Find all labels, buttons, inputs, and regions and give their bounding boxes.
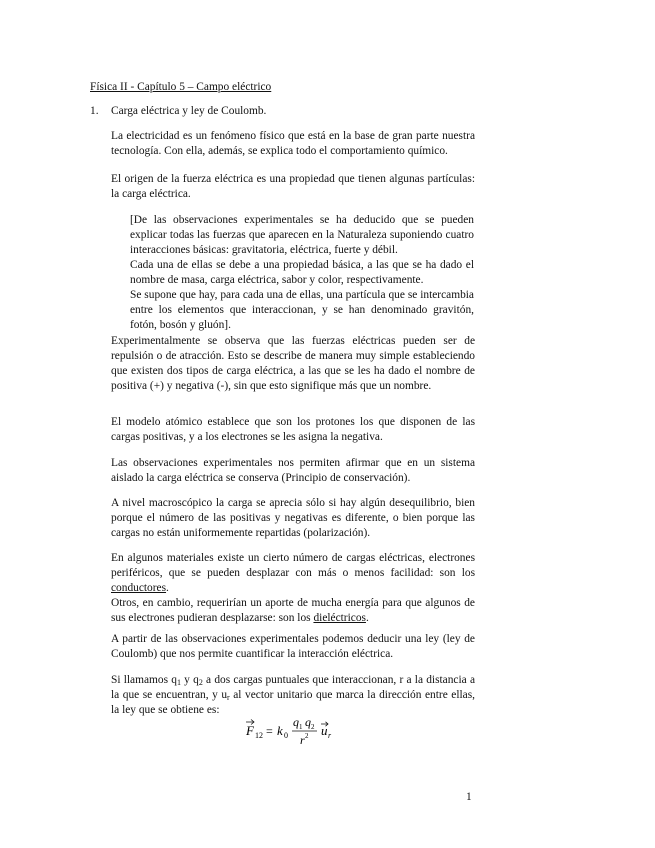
formula-k: k (277, 723, 283, 738)
formula-u: u (321, 723, 328, 738)
term-dielectricos: dieléctricos (313, 612, 366, 624)
paragraph-macroscopic (111, 496, 475, 541)
formula-force: F (246, 723, 254, 738)
paragraph-coulomb-intro (111, 632, 475, 662)
text-run: a dos cargas puntuales que interaccionan, r a la distancia a la que se encuentran, y u (111, 674, 475, 701)
formula-q2: q (305, 715, 311, 729)
paragraph-conservation (111, 456, 475, 486)
formula-k-sub: 0 (284, 731, 288, 740)
text-run: . (365, 612, 369, 624)
section-title: Carga eléctrica y ley de Coulomb. (111, 105, 267, 117)
text-run: En algunos materiales existe un cierto número de cargas eléctricas, electrones periféricos, que se pueden desplazar con más o menos facilidad: son los (111, 552, 475, 579)
paragraph-text: Experimentalmente se observa que las fuerzas eléctricas pueden ser de repulsión o de atracción. Esto se describe de manera muy simple estableciendo que existen dos tipos de carga eléctrica, a las que se les ha dado el nombre de positiva (+) y negativa (-), sin que esto signifique más que un nombre. (111, 335, 475, 392)
paragraph-text: Las observaciones experimentales nos permiten afirmar que en un sistema aislado la carga eléctrica se conserva (Principio de conservación). (111, 457, 475, 484)
formula-q1: q (293, 715, 299, 729)
bracket-text: Cada una de ellas se debe a una propiedad básica, a las que se ha dado el nombre de masa, carga eléctrica, sabor y color, respectivamente. (130, 259, 474, 286)
text-run: Si llamamos q (111, 674, 177, 686)
page-title: Física II - Capítulo 5 – Campo eléctrico (90, 81, 272, 93)
paragraph-definitions (111, 673, 475, 718)
coulomb-formula (245, 714, 355, 748)
subscript: 2 (198, 678, 203, 687)
paragraph-materials (111, 551, 475, 626)
text-run: al vector unitario que marca la dirección entre ellas, la ley que se obtiene es: (111, 689, 476, 716)
bracket-text: Se supone que hay, para cada una de ellas, una partícula que se intercambia entre los elementos que interaccionan, y se han denominado gravitón, fotón, bosón y gluón]. (130, 289, 474, 331)
formula-equals: = (266, 724, 273, 738)
paragraph-text: El origen de la fuerza eléctrica es una propiedad que tienen algunas partículas: la carga eléctrica. (111, 173, 475, 200)
text-run: . (166, 582, 169, 594)
paragraph-intro (111, 129, 475, 159)
formula-force-sub: 12 (255, 731, 263, 740)
subscript: 1 (176, 678, 181, 687)
bracket-note (130, 213, 474, 333)
section-number: 1. (90, 105, 99, 117)
paragraph-atomic-model (111, 415, 475, 445)
paragraph-text (111, 673, 475, 718)
paragraph-experimental (111, 334, 475, 394)
text-run: y q (180, 674, 199, 686)
bracket-text: [De las observaciones experimentales se ha deducido que se pueden explicar todas las fuerzas que aparecen en la Naturaleza suponiendo cuatro interacciones básicas: gravitatoria, eléctrica, fuerte y débil. (130, 214, 474, 256)
formula-u-sub: r (328, 731, 332, 740)
paragraph-text: El modelo atómico establece que son los protones los que disponen de las cargas positivas, y a los electrones se les asigna la negativa. (111, 416, 475, 443)
formula-q1-sub: 1 (299, 723, 303, 731)
formula-q2-sub: 2 (311, 723, 315, 731)
paragraph-text: A partir de las observaciones experimentales podemos deducir una ley (ley de Coulomb) que nos permite cuantificar la interacción eléctrica. (111, 633, 475, 660)
paragraph-text: A nivel macroscópico la carga se aprecia sólo si hay algún desequilibrio, bien porque el número de las positivas y negativas es diferente, o bien porque las cargas no están uniformemente repartidas (polarización). (111, 497, 475, 539)
term-conductores: conductores (111, 582, 167, 594)
paragraph-text (111, 596, 475, 626)
page-number: 1 (466, 791, 472, 803)
paragraph-origin (111, 172, 475, 202)
paragraph-text: La electricidad es un fenómeno físico que está en la base de gran parte nuestra tecnología. Con ella, además, se explica todo el comportamiento químico. (111, 130, 475, 157)
formula-r: r (300, 733, 305, 747)
section-heading (90, 104, 266, 119)
paragraph-text (111, 551, 475, 596)
formula-r-exp: 2 (305, 732, 309, 740)
subscript: r (227, 693, 230, 702)
text-run: Otros, en cambio, requerirían un aporte de mucha energía para que algunos de sus electrones pudieran desplazarse: son los (111, 597, 475, 624)
